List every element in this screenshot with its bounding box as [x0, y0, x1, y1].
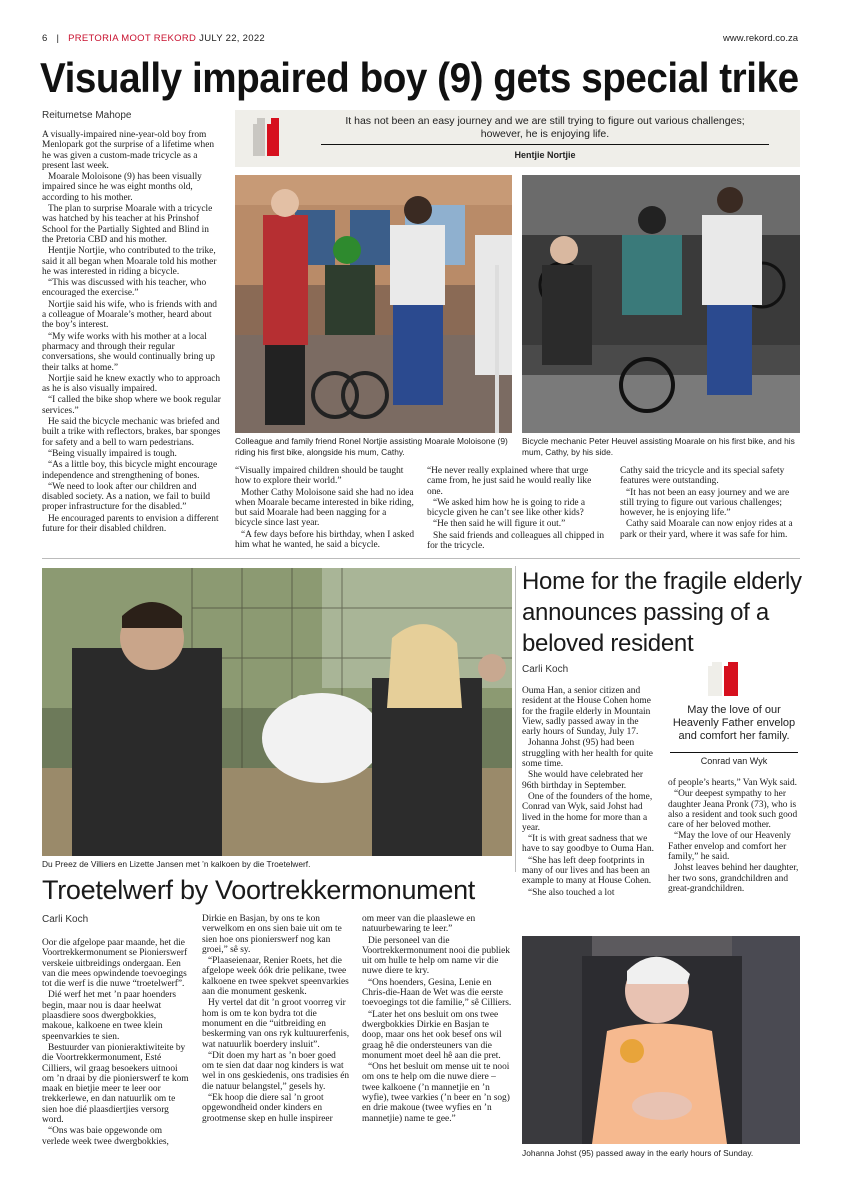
photo-turkey-image — [42, 568, 512, 856]
story3-column-3 — [362, 914, 512, 1125]
paragraph: Hentjie Nortjie, who contributed to the trike, said it all began when Moarale told his mother he was interested in riding a bicycle. — [42, 246, 217, 277]
paragraph: “My wife works with his mother at a local pharmacy and through their regular conversations, she would continually bring up their talks at home.” — [42, 331, 215, 373]
paragraph: Johst leaves behind her daughter, her two sons, grandchildren and great-grandchildren. — [668, 863, 799, 894]
story1-pull-quote — [235, 110, 800, 167]
photo-turkey — [42, 568, 512, 856]
story1-column-1 — [42, 130, 222, 535]
paragraph: “It is with great sadness that we have to say goodbye to Ouma Han. — [522, 834, 655, 855]
paragraph: Johanna Johst (95) had been struggling with her health for quite some time. — [522, 738, 653, 770]
photo-trike-street — [235, 175, 512, 433]
paragraph: Oor die afgelope paar maande, het die Voortrekkermonument se Pionierswerf verskeie uitbreidings ondergaan. Een van die mees opwindende toevoegings tot die werf is die nuwe “troetelwerf”. — [42, 938, 188, 990]
quote-mark-icon — [253, 118, 285, 158]
paragraph: Bestuurder van pionieraktiwiteite by die Voortrekkermonument, Esté Cilliers, wil graag besoekers uitnooi om ’n draai by die pionierswerf te kom maak en bietjie meer te leer oor trekkerlewe, en dan natuurlik om te sien hoe dié plaasdiertjies versorg word. — [42, 1042, 189, 1126]
story3-byline: Carli Koch — [42, 914, 89, 925]
story1-column-2 — [235, 466, 415, 551]
paragraph: “Ons hoenders, Gesina, Lenie en Chris-die-Haan de Wet was die eerste toevoegings tot die familie,” sê Cilliers. — [362, 977, 512, 1009]
paragraph: of people’s hearts,” Van Wyk said. — [668, 778, 798, 788]
turkey-photo-caption: Du Preez de Villiers en Lizette Jansen met ’n kalkoen by die Troetelwerf. — [42, 859, 311, 869]
pull-quote-divider — [670, 752, 798, 753]
paragraph: Cathy said Moarale can now enjoy rides at a park or their yard, where it was safe for him. — [620, 519, 793, 540]
paragraph: Die personeel van die Voortrekkermonument nooi die publiek uit om hulle te help om name vir die nuwe diere te kry. — [362, 935, 510, 977]
paragraph: “As a little boy, this bicycle might encourage independence and strengthening of bones. — [42, 460, 218, 481]
photo-bike-shop-image — [522, 175, 800, 433]
paragraph: Dirkie en Basjan, by ons te kon verwelkom en ons sien baie uit om te sien hoe ons pionierswerf nog kan groei,” sê sy. — [202, 914, 342, 955]
story2-column-2 — [668, 778, 800, 895]
paragraph: Ouma Han, a senior citizen and resident at the House Cohen home for the fragile elderly in Mountain View, sadly passed away in the early hours of Sunday, July 17. — [522, 686, 651, 738]
paragraph: Hy vertel dat dit ’n groot voorreg vir hom is om te kon bydra tot die monument en die “uitbreiding en beskerming van ons ryk kultuurerfenis, wat natuurlik boerdery insluit”. — [202, 998, 350, 1050]
photo-johanna-johst-image — [522, 936, 800, 1144]
paragraph: “May the love of our Heavenly Father envelop and comfort her family,” he said. — [668, 831, 791, 863]
paragraph: “He never really explained where that urge came from, he just said he would really like one. — [427, 466, 592, 497]
paragraph: Nortjie said his wife, who is friends with and a colleague of Moarale’s mother, heard about the boy’s interest. — [42, 299, 217, 331]
story1-column-3 — [427, 466, 607, 552]
pull-quote-attribution: Hentjie Nortjie — [514, 150, 576, 160]
photo1-caption: Colleague and family friend Ronel Nortjie assisting Moarale Moloisone (9) riding his first bike, alongside his mum, Cathy. — [235, 436, 508, 457]
paragraph: om meer van die plaaslewe en natuurbewaring te leer.” — [362, 914, 476, 935]
paragraph: Nortjie said he knew exactly who to approach as he is also visually impaired. — [42, 373, 221, 395]
story3-column-2 — [202, 914, 350, 1125]
page-number: 6 — [42, 33, 48, 44]
paragraph: “It has not been an easy journey and we are still trying to figure out various challenges; however, he is enjoying life.” — [620, 487, 790, 519]
johst-photo-caption: Johanna Johst (95) passed away in the early hours of Sunday. — [522, 1148, 754, 1158]
pull-quote-divider — [321, 144, 769, 145]
paragraph: He encouraged parents to envision a different future for their disabled children. — [42, 513, 219, 534]
paragraph: One of the founders of the home, Conrad van Wyk, said Johst had lived in the home for more than a year. — [522, 791, 653, 833]
paragraph: “Ek hoop die diere sal ’n groot opgewondheid onder kinders en grootmense skep en hulle inspireer — [202, 1093, 333, 1124]
paragraph: He said the bicycle mechanic was briefed and built a trike with reflectors, brakes, bar sponges for safety and a bell to warn pedestrians. — [42, 417, 221, 448]
paragraph: “Ons het besluit om mense uit te nooi om ons te help om die nuwe diere – twee kalkoene (’n mannetjie en ’n wyfie), twee varkies (’n beer en ’n sog) en drie makoue (twee wyfies en ’n mannetjie) name te gee.” — [362, 1062, 510, 1124]
paragraph: Moarale Moloisone (9) has been visually impaired since he was eight months old, according to his mother. — [42, 172, 202, 203]
issue-date: JULY 22, 2022 — [199, 33, 266, 44]
paragraph: “This was discussed with his teacher, who encouraged the exercise.” — [42, 278, 207, 299]
paragraph: “Ons was baie opgewonde om verlede week twee dwergbokkies, — [42, 1126, 169, 1147]
story1-headline: Visually impaired boy (9) gets special trike — [40, 54, 799, 101]
story3-column-1 — [42, 938, 190, 1148]
paragraph: “She also touched a lot — [528, 887, 615, 898]
page-header — [42, 33, 265, 44]
publication-name: PRETORIA MOOT REKORD — [68, 33, 197, 44]
paragraph: “Being visually impaired is tough. — [48, 448, 177, 459]
paragraph: “Later het ons besluit om ons twee dwergbokkies Dirkie en Basjan te doop, maar ons het ook besef ons wil graag hê die ondersteuners van die monument moet deel hê aan die pret. — [362, 1009, 502, 1061]
website-url[interactable]: www.rekord.co.za — [723, 33, 798, 44]
paragraph: “A few days before his birthday, when I asked him what he wanted, he said a bicycle. — [235, 529, 415, 551]
paragraph: The plan to surprise Moarale with a tricycle was hatched by his teacher at his Prinshof School for the Partially Sighted and Blind in the Pretoria CBD and his mother. — [42, 204, 213, 245]
paragraph: Dié werf het met ’n paar hoenders begin, maar nou is daar heelwat plaasdiere soos dwergbokkies, makoue, kalkoene en twee klein speenvarkies te sien. — [42, 990, 177, 1042]
paragraph: She would have celebrated her 96th birthday in September. — [522, 770, 644, 791]
section-divider — [42, 558, 800, 559]
paragraph: “Dit doen my hart as ’n boer goed om te sien dat daar nog kinders is wat wel in ons geskiedenis, ons tradisies én die natuur belangstel,” gesels hy. — [202, 1050, 350, 1092]
story2-headline: Home for the fragile elderly announces passing of a beloved resident — [522, 568, 802, 657]
header-separator: | — [56, 33, 60, 44]
pull-quote-attribution: Conrad van Wyk — [700, 756, 768, 766]
paragraph: Mother Cathy Moloisone said she had no idea when Moarale became interested in bike riding, but said Moarale had been nagging for a bicycle since last year. — [235, 487, 414, 529]
story1-byline: Reitumetse Mahope — [42, 110, 132, 121]
paragraph: “We need to look after our children and disabled society. As a nation, we fail to build proper infrastructure for the disabled.” — [42, 481, 211, 513]
paragraph: “He then said he will figure it out.” — [433, 519, 566, 530]
photo2-caption: Bicycle mechanic Peter Heuvel assisting Moarale on his first bike, and his mum, Cathy, by his side. — [522, 436, 795, 457]
column-divider — [515, 566, 516, 872]
story2-column-1 — [522, 686, 656, 899]
story1-column-4 — [620, 466, 800, 541]
paragraph: She said friends and colleagues all chipped in for the tricycle. — [427, 530, 605, 552]
paragraph: Cathy said the tricycle and its special safety features were outstanding. — [620, 466, 785, 487]
paragraph: “Our deepest sympathy to her daughter Jeana Pronk (73), who is also a resident and took such good care of her beloved mother. — [668, 789, 798, 831]
pull-quote-text: It has not been an easy journey and we are still trying to figure out various challenges; however, he is enjoying life. — [345, 115, 745, 140]
paragraph: “We asked him how he is going to ride a bicycle given he can’t see like other kids? — [427, 497, 586, 519]
quote-mark-icon — [708, 662, 742, 698]
paragraph: “She has left deep footprints in many of our lives and has been an example to many at House Cohen. — [522, 855, 652, 887]
photo-bike-shop — [522, 175, 800, 433]
paragraph: A visually-impaired nine-year-old boy from Menlopark got the surprise of a lifetime when he was given a custom-made tricycle as a present last week. — [42, 130, 215, 171]
story2-byline: Carli Koch — [522, 664, 569, 675]
paragraph: “I called the bike shop where we book regular services.” — [42, 395, 221, 416]
photo-johanna-johst — [522, 936, 800, 1144]
pull-quote-text: May the love of our Heavenly Father envelop and comfort her family. — [672, 704, 796, 742]
photo-trike-street-image — [235, 175, 512, 433]
paragraph: “Plaaseienaar, Renier Roets, het die afgelope week óók drie pelikane, twee kalkoene en twee spekvet speenvarkies aan die monument geskenk. — [202, 956, 349, 998]
story3-headline: Troetelwerf by Voortrekkermonument — [42, 875, 475, 905]
paragraph: “Visually impaired children should be taught how to explore their world.” — [235, 466, 404, 487]
